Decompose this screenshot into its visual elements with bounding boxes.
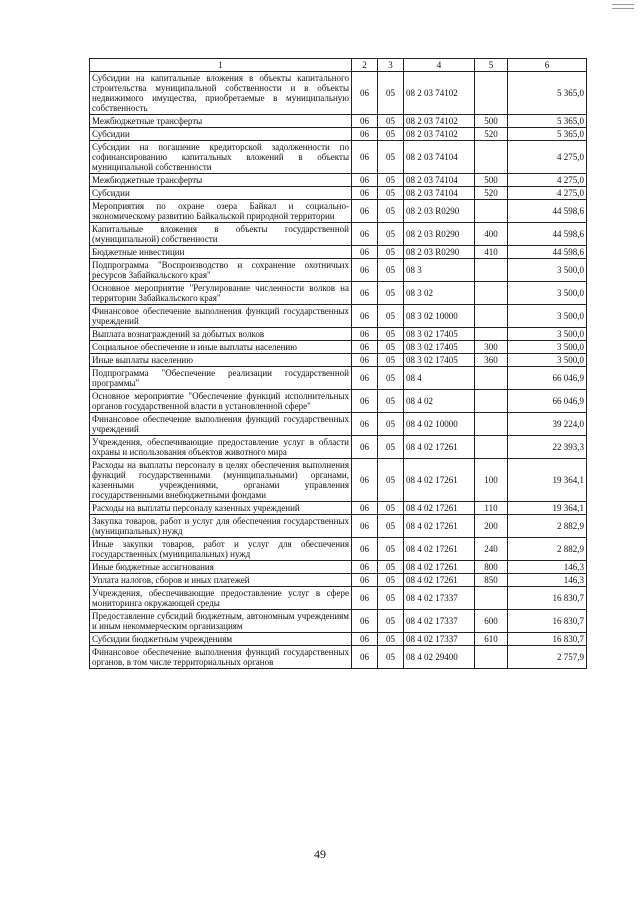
- row-name: Субсидии на погашение кредиторской задолженности по софинансированию капитальных вложений в объекты муниципальной собственности: [90, 141, 352, 174]
- row-vr: 100: [475, 459, 508, 502]
- row-name: Учреждения, обеспечивающие предоставление услуг в сфере мониторинга окружающей среды: [90, 587, 352, 610]
- row-vr: 500: [475, 174, 508, 187]
- table-row: [90, 367, 587, 390]
- row-vr: [475, 413, 508, 436]
- row-pr: 05: [378, 538, 404, 561]
- row-csr: 08 2 03 74102: [404, 128, 475, 141]
- row-pr: 05: [378, 633, 404, 646]
- row-name: Бюджетные инвестиции: [90, 246, 352, 259]
- table-row: [90, 187, 587, 200]
- row-name: Субсидии: [90, 187, 352, 200]
- table-row: [90, 223, 587, 246]
- row-csr: 08 3 02 17405: [404, 328, 475, 341]
- row-vr: [475, 72, 508, 115]
- row-rz: 06: [352, 200, 378, 223]
- row-name: Предоставление субсидий бюджетным, автономным учреждениям и иным некоммерческим организациям: [90, 610, 352, 633]
- row-vr: 520: [475, 187, 508, 200]
- table-row: [90, 246, 587, 259]
- row-name: Учреждения, обеспечивающие предоставление услуг в области охраны и использования объектов животного мира: [90, 436, 352, 459]
- row-csr: 08 4 02 10000: [404, 413, 475, 436]
- row-vr: 610: [475, 633, 508, 646]
- row-sum: 4 275,0: [508, 174, 587, 187]
- table-row: [90, 354, 587, 367]
- row-name: Подпрограмма "Обеспечение реализации государственной программы": [90, 367, 352, 390]
- column-header-sum: 6: [508, 59, 587, 72]
- row-vr: 800: [475, 561, 508, 574]
- table-row: [90, 633, 587, 646]
- row-rz: 06: [352, 436, 378, 459]
- row-pr: 05: [378, 413, 404, 436]
- row-csr: 08 4 02 17261: [404, 574, 475, 587]
- row-name: Уплата налогов, сборов и иных платежей: [90, 574, 352, 587]
- row-sum: 16 830,7: [508, 587, 587, 610]
- row-pr: 05: [378, 246, 404, 259]
- row-csr: 08 4 02 17261: [404, 538, 475, 561]
- row-name: Финансовое обеспечение выполнения функций государственных органов, в том числе территориальных органов: [90, 646, 352, 669]
- row-name: Субсидии на капитальные вложения в объекты капитального строительства муниципальной собственности и в объекты недвижимого имущества, приобретаемые в муниципальную собственность: [90, 72, 352, 115]
- corner-mark: [612, 4, 634, 9]
- row-pr: 05: [378, 561, 404, 574]
- row-rz: 06: [352, 646, 378, 669]
- row-rz: 06: [352, 390, 378, 413]
- row-rz: 06: [352, 174, 378, 187]
- row-rz: 06: [352, 305, 378, 328]
- row-vr: [475, 200, 508, 223]
- row-sum: 146,3: [508, 561, 587, 574]
- row-pr: 05: [378, 128, 404, 141]
- row-vr: [475, 141, 508, 174]
- row-name: Выплата вознаграждений за добытых волков: [90, 328, 352, 341]
- row-csr: 08 3 02 17405: [404, 354, 475, 367]
- row-rz: 06: [352, 354, 378, 367]
- row-rz: 06: [352, 246, 378, 259]
- row-name: Расходы на выплаты персоналу в целях обеспечения выполнения функций государственными (муниципальными) органами, казенными учреждениями, органами управления государственными внебюджетными фондами: [90, 459, 352, 502]
- row-vr: 600: [475, 610, 508, 633]
- table-row: [90, 128, 587, 141]
- row-rz: 06: [352, 413, 378, 436]
- row-sum: 2 757,9: [508, 646, 587, 669]
- row-vr: [475, 646, 508, 669]
- row-sum: 4 275,0: [508, 141, 587, 174]
- row-csr: 08 4 02 17261: [404, 459, 475, 502]
- row-vr: 520: [475, 128, 508, 141]
- table-row: [90, 305, 587, 328]
- row-csr: 08 4: [404, 367, 475, 390]
- row-name: Расходы на выплаты персоналу казенных учреждений: [90, 502, 352, 515]
- row-sum: 16 830,7: [508, 610, 587, 633]
- row-csr: 08 4 02: [404, 390, 475, 413]
- row-sum: 19 364,1: [508, 502, 587, 515]
- row-csr: 08 2 03 74102: [404, 115, 475, 128]
- row-name: Капитальные вложения в объекты государственной (муниципальной) собственности: [90, 223, 352, 246]
- row-rz: 06: [352, 341, 378, 354]
- row-csr: 08 2 03 R0290: [404, 246, 475, 259]
- row-sum: 5 365,0: [508, 115, 587, 128]
- budget-table: [89, 58, 587, 669]
- row-sum: 3 500,0: [508, 328, 587, 341]
- row-pr: 05: [378, 515, 404, 538]
- row-name: Основное мероприятие "Обеспечение функций исполнительных органов государственной власти в установленной сфере": [90, 390, 352, 413]
- row-sum: 5 365,0: [508, 72, 587, 115]
- row-name: Субсидии: [90, 128, 352, 141]
- row-name: Мероприятия по охране озера Байкал и социально-экономическому развитию Байкальской природной территории: [90, 200, 352, 223]
- row-sum: 19 364,1: [508, 459, 587, 502]
- row-pr: 05: [378, 354, 404, 367]
- table-row: [90, 610, 587, 633]
- row-vr: 300: [475, 341, 508, 354]
- row-rz: 06: [352, 259, 378, 282]
- row-csr: 08 4 02 17261: [404, 515, 475, 538]
- table-row: [90, 115, 587, 128]
- row-pr: 05: [378, 646, 404, 669]
- table-row: [90, 200, 587, 223]
- table-row: [90, 328, 587, 341]
- row-vr: [475, 305, 508, 328]
- row-vr: 200: [475, 515, 508, 538]
- row-pr: 05: [378, 459, 404, 502]
- row-rz: 06: [352, 72, 378, 115]
- table-row: [90, 587, 587, 610]
- table-row: [90, 341, 587, 354]
- row-rz: 06: [352, 141, 378, 174]
- row-rz: 06: [352, 633, 378, 646]
- row-rz: 06: [352, 587, 378, 610]
- row-pr: 05: [378, 141, 404, 174]
- row-pr: 05: [378, 174, 404, 187]
- column-number-row: [90, 59, 587, 72]
- row-pr: 05: [378, 367, 404, 390]
- row-sum: 66 046,9: [508, 367, 587, 390]
- row-name: Субсидии бюджетным учреждениям: [90, 633, 352, 646]
- row-rz: 06: [352, 367, 378, 390]
- row-vr: [475, 367, 508, 390]
- budget-sheet: [89, 58, 586, 669]
- row-vr: [475, 587, 508, 610]
- table-row: [90, 72, 587, 115]
- row-vr: 410: [475, 246, 508, 259]
- row-vr: 400: [475, 223, 508, 246]
- row-sum: 44 598,6: [508, 246, 587, 259]
- table-row: [90, 574, 587, 587]
- row-vr: 240: [475, 538, 508, 561]
- table-body: [90, 72, 587, 669]
- row-sum: 146,3: [508, 574, 587, 587]
- table-row: [90, 141, 587, 174]
- row-csr: 08 3 02 17405: [404, 341, 475, 354]
- row-name: Финансовое обеспечение выполнения функций государственных учреждений: [90, 305, 352, 328]
- row-csr: 08 2 03 74102: [404, 72, 475, 115]
- row-pr: 05: [378, 259, 404, 282]
- row-sum: 3 500,0: [508, 354, 587, 367]
- row-rz: 06: [352, 574, 378, 587]
- row-name: Межбюджетные трансферты: [90, 174, 352, 187]
- row-sum: 16 830,7: [508, 633, 587, 646]
- table-row: [90, 561, 587, 574]
- row-csr: 08 4 02 17261: [404, 502, 475, 515]
- page-number: 49: [314, 847, 326, 861]
- row-sum: 44 598,6: [508, 200, 587, 223]
- table-row: [90, 413, 587, 436]
- row-rz: 06: [352, 115, 378, 128]
- row-csr: 08 2 03 R0290: [404, 223, 475, 246]
- row-pr: 05: [378, 390, 404, 413]
- row-vr: [475, 390, 508, 413]
- row-rz: 06: [352, 328, 378, 341]
- row-name: Закупка товаров, работ и услуг для обеспечения государственных (муниципальных) нужд: [90, 515, 352, 538]
- row-rz: 06: [352, 459, 378, 502]
- row-rz: 06: [352, 128, 378, 141]
- row-sum: 5 365,0: [508, 128, 587, 141]
- row-vr: [475, 328, 508, 341]
- row-pr: 05: [378, 436, 404, 459]
- row-rz: 06: [352, 282, 378, 305]
- row-name: Социальное обеспечение и иные выплаты населению: [90, 341, 352, 354]
- table-row: [90, 174, 587, 187]
- row-sum: 66 046,9: [508, 390, 587, 413]
- row-name: Финансовое обеспечение выполнения функций государственных учреждений: [90, 413, 352, 436]
- table-row: [90, 515, 587, 538]
- row-sum: 3 500,0: [508, 282, 587, 305]
- column-header-vr: 5: [475, 59, 508, 72]
- row-sum: 4 275,0: [508, 187, 587, 200]
- row-name: Подпрограмма "Воспроизводство и сохранение охотничьих ресурсов Забайкальского края": [90, 259, 352, 282]
- row-pr: 05: [378, 282, 404, 305]
- row-csr: 08 4 02 17261: [404, 561, 475, 574]
- table-row: [90, 282, 587, 305]
- table-row: [90, 390, 587, 413]
- row-vr: 500: [475, 115, 508, 128]
- row-name: Межбюджетные трансферты: [90, 115, 352, 128]
- row-csr: 08 4 02 17337: [404, 633, 475, 646]
- table-row: [90, 459, 587, 502]
- row-sum: 2 882,9: [508, 515, 587, 538]
- table-row: [90, 436, 587, 459]
- row-pr: 05: [378, 574, 404, 587]
- row-csr: 08 2 03 74104: [404, 174, 475, 187]
- row-pr: 05: [378, 72, 404, 115]
- row-name: Иные выплаты населению: [90, 354, 352, 367]
- row-name: Основное мероприятие "Регулирование численности волков на территории Забайкальского края": [90, 282, 352, 305]
- table-row: [90, 646, 587, 669]
- row-pr: 05: [378, 328, 404, 341]
- row-csr: 08 3 02: [404, 282, 475, 305]
- row-vr: 110: [475, 502, 508, 515]
- row-rz: 06: [352, 515, 378, 538]
- row-rz: 06: [352, 610, 378, 633]
- row-rz: 06: [352, 538, 378, 561]
- row-csr: 08 2 03 R0290: [404, 200, 475, 223]
- row-csr: 08 4 02 29400: [404, 646, 475, 669]
- row-vr: [475, 436, 508, 459]
- row-sum: 39 224,0: [508, 413, 587, 436]
- row-sum: 44 598,6: [508, 223, 587, 246]
- row-csr: 08 4 02 17337: [404, 587, 475, 610]
- table-row: [90, 502, 587, 515]
- column-header-name: 1: [90, 59, 352, 72]
- row-sum: 22 393,3: [508, 436, 587, 459]
- row-sum: 3 500,0: [508, 305, 587, 328]
- row-rz: 06: [352, 223, 378, 246]
- row-rz: 06: [352, 502, 378, 515]
- row-pr: 05: [378, 223, 404, 246]
- table-row: [90, 538, 587, 561]
- row-csr: 08 2 03 74104: [404, 141, 475, 174]
- column-header-pr: 3: [378, 59, 404, 72]
- row-sum: 2 882,9: [508, 538, 587, 561]
- row-pr: 05: [378, 341, 404, 354]
- row-vr: [475, 259, 508, 282]
- row-csr: 08 3 02 10000: [404, 305, 475, 328]
- row-vr: 850: [475, 574, 508, 587]
- row-vr: 360: [475, 354, 508, 367]
- row-pr: 05: [378, 187, 404, 200]
- column-header-csr: 4: [404, 59, 475, 72]
- row-csr: 08 4 02 17337: [404, 610, 475, 633]
- row-pr: 05: [378, 610, 404, 633]
- row-vr: [475, 282, 508, 305]
- row-rz: 06: [352, 561, 378, 574]
- row-name: Иные бюджетные ассигнования: [90, 561, 352, 574]
- row-pr: 05: [378, 115, 404, 128]
- row-pr: 05: [378, 587, 404, 610]
- row-name: Иные закупки товаров, работ и услуг для обеспечения государственных (муниципальных) нужд: [90, 538, 352, 561]
- row-csr: 08 4 02 17261: [404, 436, 475, 459]
- row-sum: 3 500,0: [508, 259, 587, 282]
- row-sum: 3 500,0: [508, 341, 587, 354]
- column-header-rz: 2: [352, 59, 378, 72]
- row-pr: 05: [378, 502, 404, 515]
- row-pr: 05: [378, 305, 404, 328]
- row-csr: 08 2 03 74104: [404, 187, 475, 200]
- row-pr: 05: [378, 200, 404, 223]
- row-csr: 08 3: [404, 259, 475, 282]
- row-rz: 06: [352, 187, 378, 200]
- table-row: [90, 259, 587, 282]
